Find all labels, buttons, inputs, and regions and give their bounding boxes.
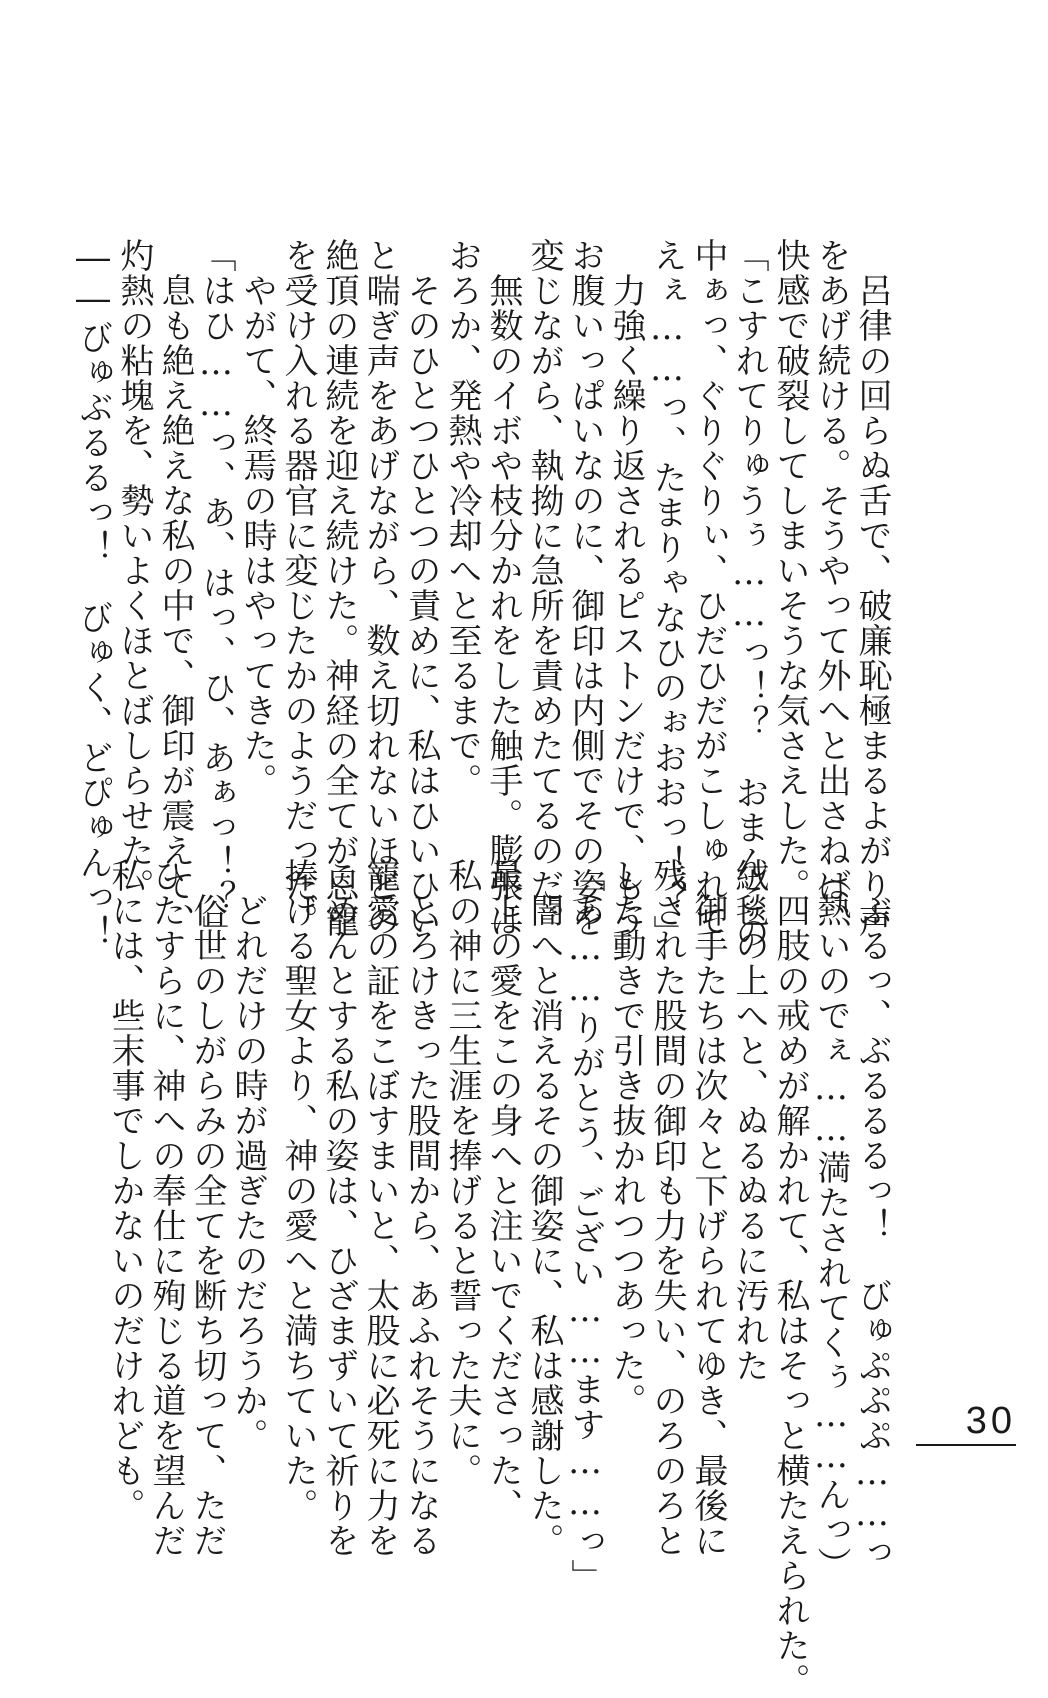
text-line: おろか、発熱や冷却へと至るまで。 xyxy=(442,238,482,798)
text-line: をあげ続ける。そうやって外へと出さねば、 xyxy=(811,238,851,938)
text-line: 残された股間の御印も力を失い、のろのろと xyxy=(647,858,687,1558)
page-number-rule xyxy=(916,1444,1016,1446)
text-line: お腹いっぱいなのに、御印は内側でその姿を xyxy=(565,238,605,938)
text-line: 私には、些末事でしかないのだけれども。 xyxy=(105,858,145,1523)
text-line: 「こすれてりゅうぅ……っ！？ おまんこの xyxy=(729,238,769,950)
text-line: ――びゅぶるるっ！ びゅく、どぴゅんっ！ xyxy=(73,238,113,950)
text-line: やがて、終焉の時はやってきた。 xyxy=(237,238,277,798)
text-line: とろけきった股間から、あふれそうになる xyxy=(401,858,441,1558)
text-line: えぇ……っ、たまりゃなひのぉおおっ！？」 xyxy=(647,238,687,950)
text-line: 灼熱の粘塊を、勢いよくほとばしらせた。 xyxy=(114,238,154,903)
text-line: 快感で破裂してしまいそうな気さえした。 xyxy=(770,238,810,903)
text-line: を受け入れる器官に変じたかのようだった。 xyxy=(278,238,318,938)
text-line: 御手たちは次々と下げられてゆき、最後に xyxy=(688,858,728,1558)
text-line: 寵愛の証をこぼすまいと、太股に必死に力を xyxy=(360,858,400,1558)
text-line: そのひとつひとつの責めに、私はひいひい xyxy=(401,238,441,938)
text-line: した動きで引き抜かれつつあった。 xyxy=(606,858,646,1418)
text-line: こめんとする私の姿は、ひざまずいて祈りを xyxy=(319,858,359,1558)
text-line: 呂律の回らぬ舌で、破廉恥極まるよがり声 xyxy=(852,238,892,938)
text-line: 力強く繰り返されるピストンだけで、もう xyxy=(606,238,646,938)
text-line: 私の神に三生涯を捧げると誓った夫に。 xyxy=(442,858,482,1488)
text-line: 無数のイボや枝分かれをした触手。膨張は xyxy=(483,238,523,938)
text-line: 息も絶え絶えな私の中で、御印が震えて、 xyxy=(155,238,195,938)
text-block-top xyxy=(73,238,892,950)
text-line: ひたすらに、神への奉仕に殉じる道を望んだ xyxy=(146,858,186,1558)
text-line: 絶頂の連続を迎え続けた。神経の全てが恩寵 xyxy=(319,238,359,938)
text-line: と喘ぎ声をあげながら、数え切れないほどの xyxy=(360,238,400,938)
text-line: 俗世のしがらみの全てを断ち切って、ただ xyxy=(187,858,227,1558)
text-line: 絨毯の上へと、ぬるぬるに汚れた xyxy=(729,858,769,1383)
text-line: 「あ……りがとう、ござい……ます……っ」 xyxy=(565,858,605,1594)
page-number: 30 xyxy=(965,1400,1016,1442)
text-line: 「はひ……っ、あ、はっ、ひ、あぁっ！？」 xyxy=(196,238,236,950)
text-block-bottom xyxy=(105,858,892,1698)
text-line: 変じながら、執拗に急所を責めたてるのだ。 xyxy=(524,238,564,938)
text-line: 最上の愛をこの身へと注いでくださった、 xyxy=(483,858,523,1523)
text-line: 中ぁっ、ぐりぐりぃ、ひだひだがこしゅれて xyxy=(688,238,728,938)
text-line: ぶるっ、ぶるるるっ！ びゅぷぷぷ……っ xyxy=(852,858,892,1570)
text-line: （熱いのでぇ……満たされてくぅ……んっ） xyxy=(811,858,851,1582)
text-line: どれだけの時が過ぎたのだろうか。 xyxy=(228,858,268,1453)
text-line: 四肢の戒めが解かれて、私はそっと横たえられた。 xyxy=(770,858,810,1698)
text-line: 捧げる聖女より、神の愛へと満ちていた。 xyxy=(278,858,318,1523)
text-line: 闇へと消えるその御姿に、私は感謝した。 xyxy=(524,858,564,1558)
